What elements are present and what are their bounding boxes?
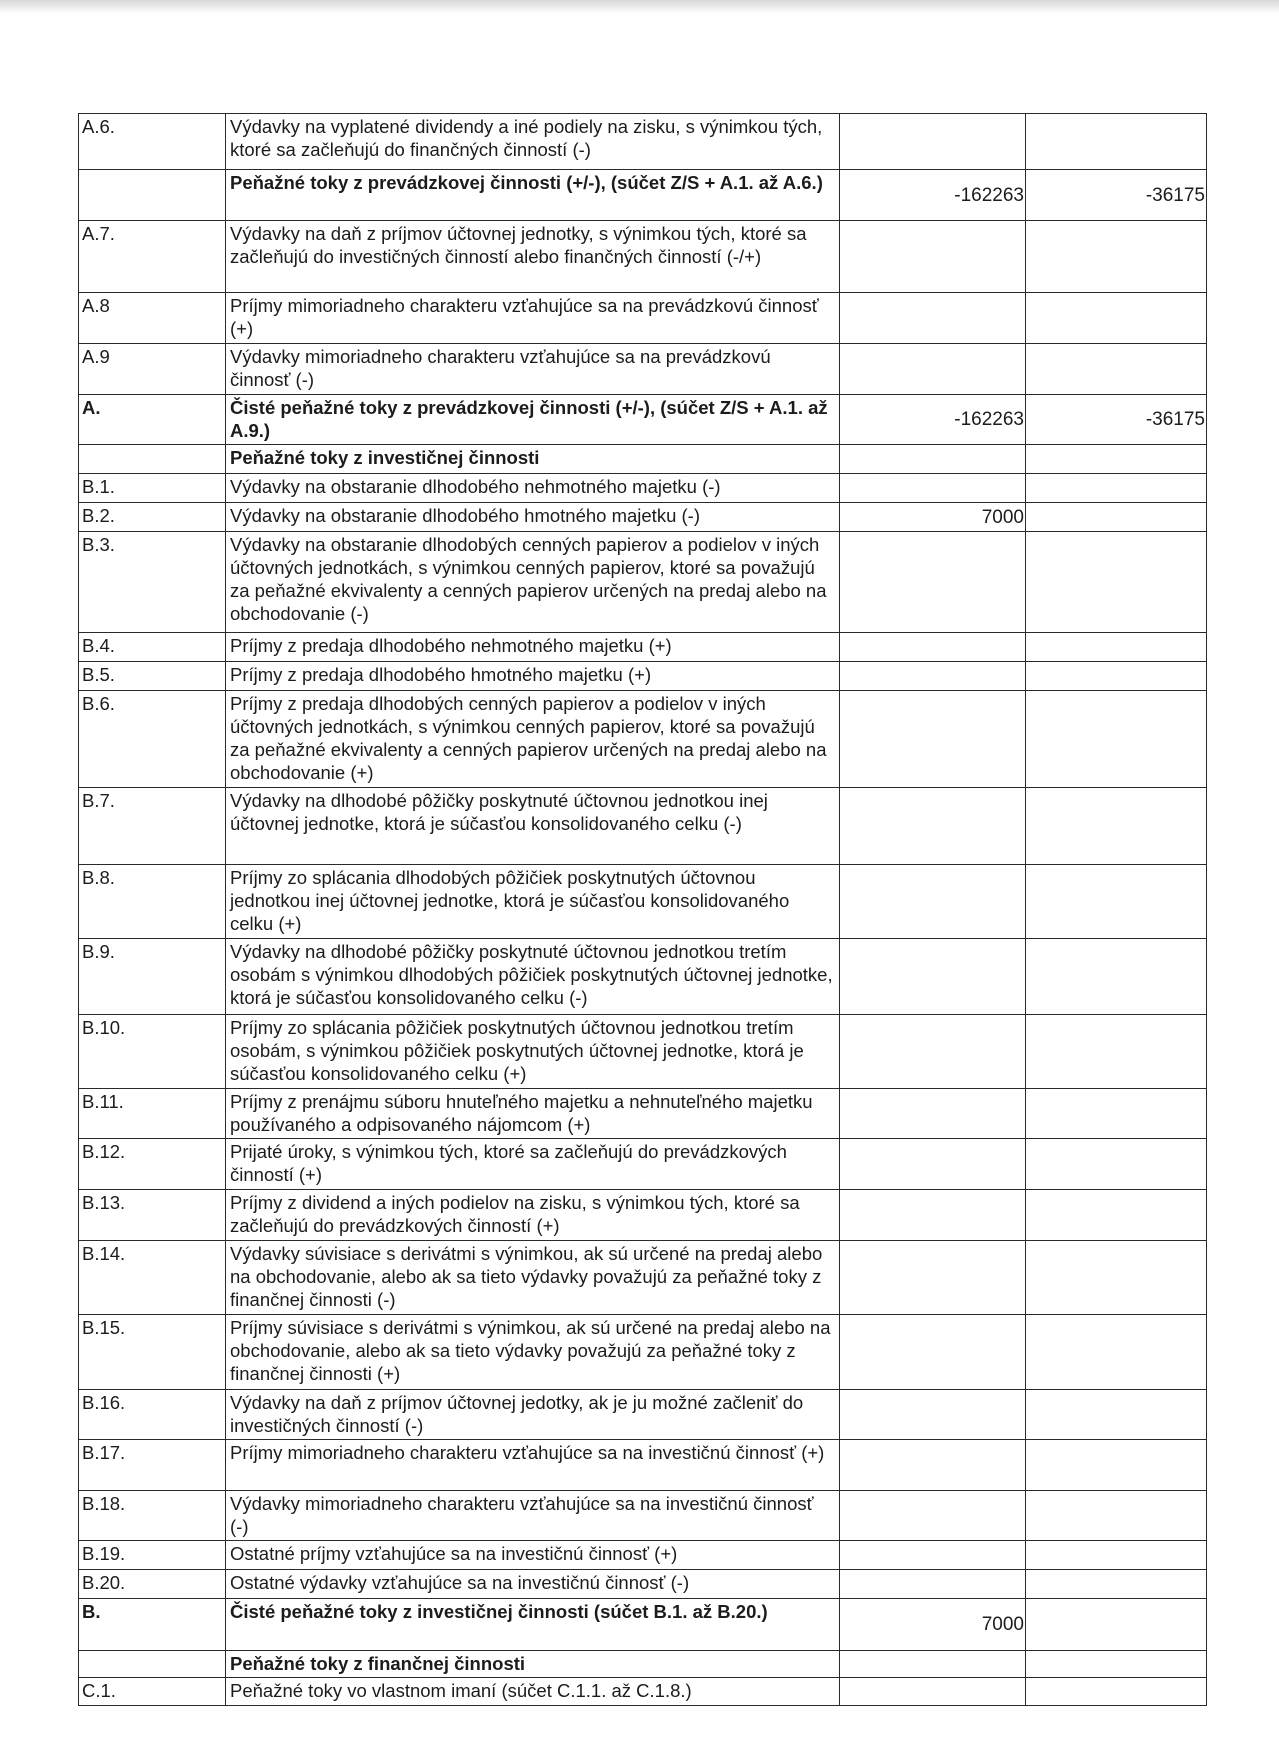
row-description: Výdavky na dlhodobé pôžičky poskytnuté účtovnou jednotkou tretím osobám s výnimkou dlhodobých pôžičiek poskytnutých účtovnej jednotke, ktorá je súčasťou konsolidovaného celku (-)	[226, 939, 840, 1015]
row-code: B.19.	[79, 1541, 226, 1570]
row-previous-period	[1026, 114, 1207, 170]
row-previous-period	[1026, 445, 1207, 474]
row-code: B.2.	[79, 503, 226, 532]
row-code: A.	[79, 395, 226, 445]
row-description: Príjmy zo splácania pôžičiek poskytnutých účtovnou jednotkou tretím osobám, s výnimkou pôžičiek poskytnutých účtovnej jednotke, ktorá je súčasťou konsolidovaného celku (+)	[226, 1015, 840, 1089]
row-previous-period	[1026, 1390, 1207, 1440]
row-current-period	[840, 1315, 1026, 1390]
row-previous-period	[1026, 865, 1207, 939]
row-description: Peňažné toky z prevádzkovej činnosti (+/-), (súčet Z/S + A.1. až A.6.)	[226, 170, 840, 221]
row-code: B.1.	[79, 474, 226, 503]
row-previous-period: -36175	[1026, 395, 1207, 445]
row-description: Prijaté úroky, s výnimkou tých, ktoré sa začleňujú do prevádzkových činností (+)	[226, 1139, 840, 1190]
row-code: B.18.	[79, 1491, 226, 1541]
table-row	[79, 503, 1207, 532]
table-row	[79, 395, 1207, 445]
row-code: B.15.	[79, 1315, 226, 1390]
row-previous-period	[1026, 293, 1207, 344]
row-code	[79, 170, 226, 221]
row-code: B.8.	[79, 865, 226, 939]
row-current-period	[840, 221, 1026, 293]
table-row	[79, 293, 1207, 344]
row-code: A.7.	[79, 221, 226, 293]
row-code: B.7.	[79, 788, 226, 865]
row-description: Peňažné toky z investičnej činnosti	[226, 445, 840, 474]
row-previous-period	[1026, 474, 1207, 503]
row-current-period	[840, 532, 1026, 633]
row-description: Výdavky súvisiace s derivátmi s výnimkou, ak sú určené na predaj alebo na obchodovanie, alebo ak sa tieto výdavky považujú za peňažné toky z finančnej činnosti (-)	[226, 1241, 840, 1315]
row-description: Príjmy z prenájmu súboru hnuteľného majetku a nehnuteľného majetku používaného a odpisovaného nájomcom (+)	[226, 1089, 840, 1139]
row-description: Výdavky na obstaranie dlhodobého hmotného majetku (-)	[226, 503, 840, 532]
row-previous-period	[1026, 788, 1207, 865]
row-description: Čisté peňažné toky z investičnej činnosti (súčet B.1. až B.20.)	[226, 1599, 840, 1651]
row-current-period	[840, 1089, 1026, 1139]
row-current-period	[840, 865, 1026, 939]
row-code: B.14.	[79, 1241, 226, 1315]
table-row	[79, 865, 1207, 939]
row-previous-period	[1026, 1491, 1207, 1541]
row-current-period: 7000	[840, 1599, 1026, 1651]
row-description: Peňažné toky z finančnej činnosti	[226, 1651, 840, 1678]
row-code	[79, 445, 226, 474]
cash-flow-table	[78, 113, 1207, 1706]
row-code: B.13.	[79, 1190, 226, 1241]
row-previous-period	[1026, 1651, 1207, 1678]
table-row	[79, 221, 1207, 293]
table-row	[79, 691, 1207, 788]
row-current-period	[840, 1678, 1026, 1706]
row-previous-period	[1026, 532, 1207, 633]
table-row	[79, 474, 1207, 503]
row-current-period: 7000	[840, 503, 1026, 532]
row-previous-period	[1026, 1678, 1207, 1706]
row-description: Ostatné výdavky vzťahujúce sa na investičnú činnosť (-)	[226, 1570, 840, 1599]
row-previous-period	[1026, 1570, 1207, 1599]
table-row	[79, 662, 1207, 691]
row-description: Výdavky mimoriadneho charakteru vzťahujúce sa na prevádzkovú činnosť (-)	[226, 344, 840, 395]
row-code: B.	[79, 1599, 226, 1651]
table-row	[79, 1241, 1207, 1315]
row-previous-period	[1026, 1089, 1207, 1139]
row-code: B.3.	[79, 532, 226, 633]
row-description: Príjmy mimoriadneho charakteru vzťahujúce sa na prevádzkovú činnosť (+)	[226, 293, 840, 344]
table-row	[79, 114, 1207, 170]
row-code: B.10.	[79, 1015, 226, 1089]
row-description: Príjmy z predaja dlhodobých cenných papierov a podielov v iných účtovných jednotkách, s výnimkou cenných papierov, ktoré sa považujú za peňažné ekvivalenty a cenných papierov určených na predaj alebo na obchodovanie (+)	[226, 691, 840, 788]
row-description: Príjmy zo splácania dlhodobých pôžičiek poskytnutých účtovnou jednotkou inej účtovnej jednotke, ktorá je súčasťou konsolidovaného celku (+)	[226, 865, 840, 939]
table-row	[79, 633, 1207, 662]
table-row	[79, 1089, 1207, 1139]
row-code: B.9.	[79, 939, 226, 1015]
row-previous-period	[1026, 1139, 1207, 1190]
row-description: Výdavky na dlhodobé pôžičky poskytnuté účtovnou jednotkou inej účtovnej jednotke, ktorá je súčasťou konsolidovaného celku (-)	[226, 788, 840, 865]
row-description: Príjmy z dividend a iných podielov na zisku, s výnimkou tých, ktoré sa začleňujú do prevádzkových činností (+)	[226, 1190, 840, 1241]
table-row	[79, 1390, 1207, 1440]
table-row	[79, 1651, 1207, 1678]
row-code: B.11.	[79, 1089, 226, 1139]
row-description: Výdavky mimoriadneho charakteru vzťahujúce sa na investičnú činnosť (-)	[226, 1491, 840, 1541]
row-previous-period	[1026, 1599, 1207, 1651]
row-description: Príjmy z predaja dlhodobého nehmotného majetku (+)	[226, 633, 840, 662]
page-top-shadow	[0, 0, 1279, 14]
row-code: A.6.	[79, 114, 226, 170]
row-current-period	[840, 1241, 1026, 1315]
row-current-period: -162263	[840, 170, 1026, 221]
row-current-period	[840, 114, 1026, 170]
row-current-period	[840, 1541, 1026, 1570]
row-description: Príjmy súvisiace s derivátmi s výnimkou, ak sú určené na predaj alebo na obchodovanie, alebo ak sa tieto výdavky považujú za peňažné toky z finančnej činnosti (+)	[226, 1315, 840, 1390]
table-row	[79, 1678, 1207, 1706]
row-previous-period	[1026, 1015, 1207, 1089]
row-current-period	[840, 344, 1026, 395]
row-description: Výdavky na vyplatené dividendy a iné podiely na zisku, s výnimkou tých, ktoré sa začleňujú do finančných činností (-)	[226, 114, 840, 170]
row-code: B.16.	[79, 1390, 226, 1440]
row-current-period	[840, 293, 1026, 344]
row-current-period	[840, 662, 1026, 691]
table-row	[79, 532, 1207, 633]
table-row	[79, 1315, 1207, 1390]
table-row	[79, 1599, 1207, 1651]
row-previous-period	[1026, 1315, 1207, 1390]
row-description: Príjmy mimoriadneho charakteru vzťahujúce sa na investičnú činnosť (+)	[226, 1440, 840, 1491]
row-previous-period	[1026, 1190, 1207, 1241]
row-code: B.12.	[79, 1139, 226, 1190]
row-code: A.9	[79, 344, 226, 395]
row-current-period	[840, 1440, 1026, 1491]
row-previous-period	[1026, 939, 1207, 1015]
row-description: Čisté peňažné toky z prevádzkovej činnosti (+/-), (súčet Z/S + A.1. až A.9.)	[226, 395, 840, 445]
row-previous-period	[1026, 221, 1207, 293]
table-row	[79, 788, 1207, 865]
row-code: B.4.	[79, 633, 226, 662]
row-current-period	[840, 939, 1026, 1015]
row-current-period	[840, 691, 1026, 788]
row-description: Výdavky na obstaranie dlhodobých cenných papierov a podielov v iných účtovných jednotkách, s výnimkou cenných papierov, ktoré sa považujú za peňažné ekvivalenty a cenných papierov určených na predaj alebo na obchodovanie (-)	[226, 532, 840, 633]
row-previous-period	[1026, 662, 1207, 691]
row-current-period: -162263	[840, 395, 1026, 445]
table-row	[79, 170, 1207, 221]
row-previous-period	[1026, 344, 1207, 395]
row-description: Príjmy z predaja dlhodobého hmotného majetku (+)	[226, 662, 840, 691]
table-row	[79, 939, 1207, 1015]
row-current-period	[840, 1015, 1026, 1089]
row-current-period	[840, 1491, 1026, 1541]
row-previous-period	[1026, 503, 1207, 532]
row-code: B.17.	[79, 1440, 226, 1491]
table-row	[79, 1541, 1207, 1570]
table-row	[79, 1570, 1207, 1599]
row-current-period	[840, 1651, 1026, 1678]
row-current-period	[840, 788, 1026, 865]
row-current-period	[840, 1570, 1026, 1599]
row-code: B.20.	[79, 1570, 226, 1599]
table-row	[79, 445, 1207, 474]
row-description: Ostatné príjmy vzťahujúce sa na investičnú činnosť (+)	[226, 1541, 840, 1570]
cash-flow-rows	[79, 114, 1207, 1706]
table-row	[79, 1440, 1207, 1491]
row-previous-period	[1026, 1241, 1207, 1315]
row-previous-period: -36175	[1026, 170, 1207, 221]
row-description: Výdavky na obstaranie dlhodobého nehmotného majetku (-)	[226, 474, 840, 503]
row-code: B.5.	[79, 662, 226, 691]
row-current-period	[840, 633, 1026, 662]
row-previous-period	[1026, 1440, 1207, 1491]
row-previous-period	[1026, 1541, 1207, 1570]
row-code: B.6.	[79, 691, 226, 788]
table-row	[79, 1491, 1207, 1541]
row-current-period	[840, 1390, 1026, 1440]
row-code: C.1.	[79, 1678, 226, 1706]
row-current-period	[840, 1190, 1026, 1241]
table-row	[79, 1139, 1207, 1190]
row-description: Výdavky na daň z príjmov účtovnej jednotky, s výnimkou tých, ktoré sa začleňujú do investičných činností alebo finančných činností (-/+)	[226, 221, 840, 293]
row-previous-period	[1026, 633, 1207, 662]
table-row	[79, 1015, 1207, 1089]
row-current-period	[840, 445, 1026, 474]
row-current-period	[840, 1139, 1026, 1190]
row-code	[79, 1651, 226, 1678]
row-current-period	[840, 474, 1026, 503]
row-code: A.8	[79, 293, 226, 344]
table-row	[79, 344, 1207, 395]
table-row	[79, 1190, 1207, 1241]
row-previous-period	[1026, 691, 1207, 788]
row-description: Výdavky na daň z príjmov účtovnej jedotky, ak je ju možné začleniť do investičných činností (-)	[226, 1390, 840, 1440]
row-description: Peňažné toky vo vlastnom imaní (súčet C.1.1. až C.1.8.)	[226, 1678, 840, 1706]
